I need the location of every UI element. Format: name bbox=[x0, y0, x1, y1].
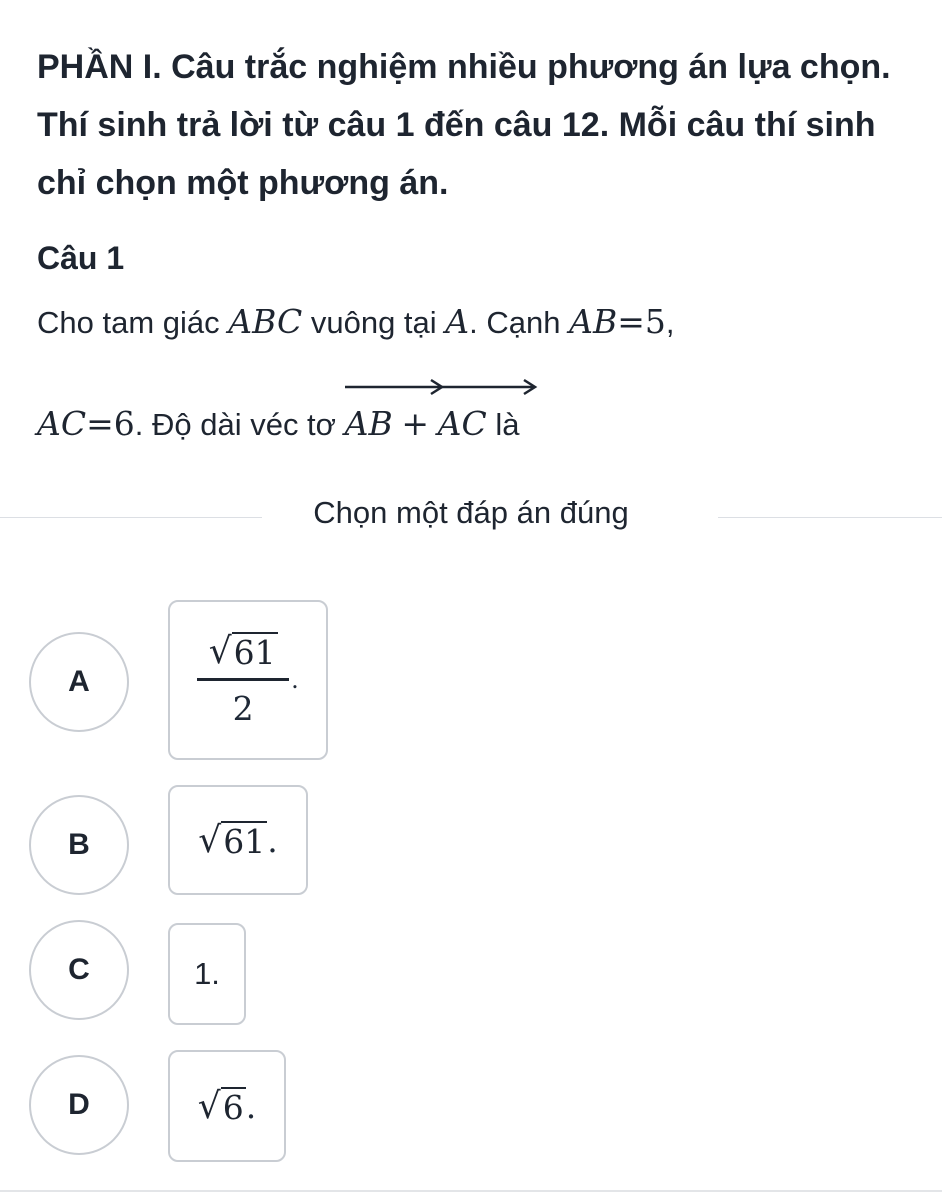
question-text-part1: Cho tam giác bbox=[37, 305, 220, 340]
ab-value: 5 bbox=[644, 302, 666, 341]
option-c-circle[interactable] bbox=[29, 920, 129, 1020]
bottom-divider bbox=[0, 1190, 942, 1192]
option-b-radicand: 61 bbox=[223, 821, 266, 861]
question-text-part5: là bbox=[495, 407, 520, 442]
option-b-letter: B bbox=[68, 828, 90, 861]
option-a-letter: A bbox=[68, 665, 90, 698]
question-text-line1: Cho tam giác ABC vuông tại A. Cạnh AB=5, bbox=[37, 302, 675, 341]
option-d-circle[interactable] bbox=[29, 1055, 129, 1155]
section-title: PHẦN I. Câu trắc nghiệm nhiều phương án lựa chọn. Thí sinh trả lời từ câu 1 đến câu 12. Mỗi câu thí sinh chỉ chọn một phương án. bbox=[37, 48, 891, 202]
ab-label: AB bbox=[569, 302, 618, 341]
option-a-numerator: 61 bbox=[233, 632, 276, 672]
question-text-part4: . Độ dài véc tơ bbox=[134, 407, 336, 442]
option-a-fraction: √ 61 2 bbox=[197, 632, 289, 729]
right-angle-vertex: A bbox=[445, 302, 470, 341]
triangle-name: ABC bbox=[228, 302, 303, 341]
ac-value: 6 bbox=[113, 404, 135, 443]
instruction bbox=[0, 495, 942, 531]
vector-arrow-icon bbox=[345, 378, 445, 396]
instruction-text: Chọn một đáp án đúng bbox=[291, 495, 650, 530]
option-b-circle[interactable] bbox=[29, 795, 129, 895]
ac-label: AC bbox=[37, 404, 87, 443]
option-b-sqrt: √ 61 bbox=[198, 820, 266, 862]
option-d-sqrt: √ 6 bbox=[197, 1086, 244, 1128]
option-a-answer[interactable]: √ 61 2 . bbox=[168, 600, 328, 760]
option-c-letter: C bbox=[68, 953, 90, 986]
question-number: Câu 1 bbox=[37, 240, 125, 276]
option-a-denominator: 2 bbox=[232, 689, 254, 729]
option-a-circle[interactable] bbox=[29, 632, 129, 732]
option-c-answer[interactable] bbox=[168, 923, 246, 1025]
vector-arrow-icon bbox=[438, 378, 538, 396]
question-text-part2: vuông tại bbox=[310, 305, 437, 340]
option-b-answer[interactable]: √ 61 . bbox=[168, 785, 308, 895]
vector-ab: AB bbox=[345, 404, 393, 443]
question-text-line2: AC=6. Độ dài véc tơ AB + AC là bbox=[37, 404, 519, 443]
option-c-value: 1. bbox=[194, 956, 220, 991]
option-d-answer[interactable]: √ 6 . bbox=[168, 1050, 286, 1162]
vector-ac: AC bbox=[438, 404, 487, 443]
question-text-part3: . Cạnh bbox=[469, 305, 561, 340]
option-d-letter: D bbox=[68, 1088, 90, 1121]
option-d-radicand: 6 bbox=[222, 1087, 244, 1127]
